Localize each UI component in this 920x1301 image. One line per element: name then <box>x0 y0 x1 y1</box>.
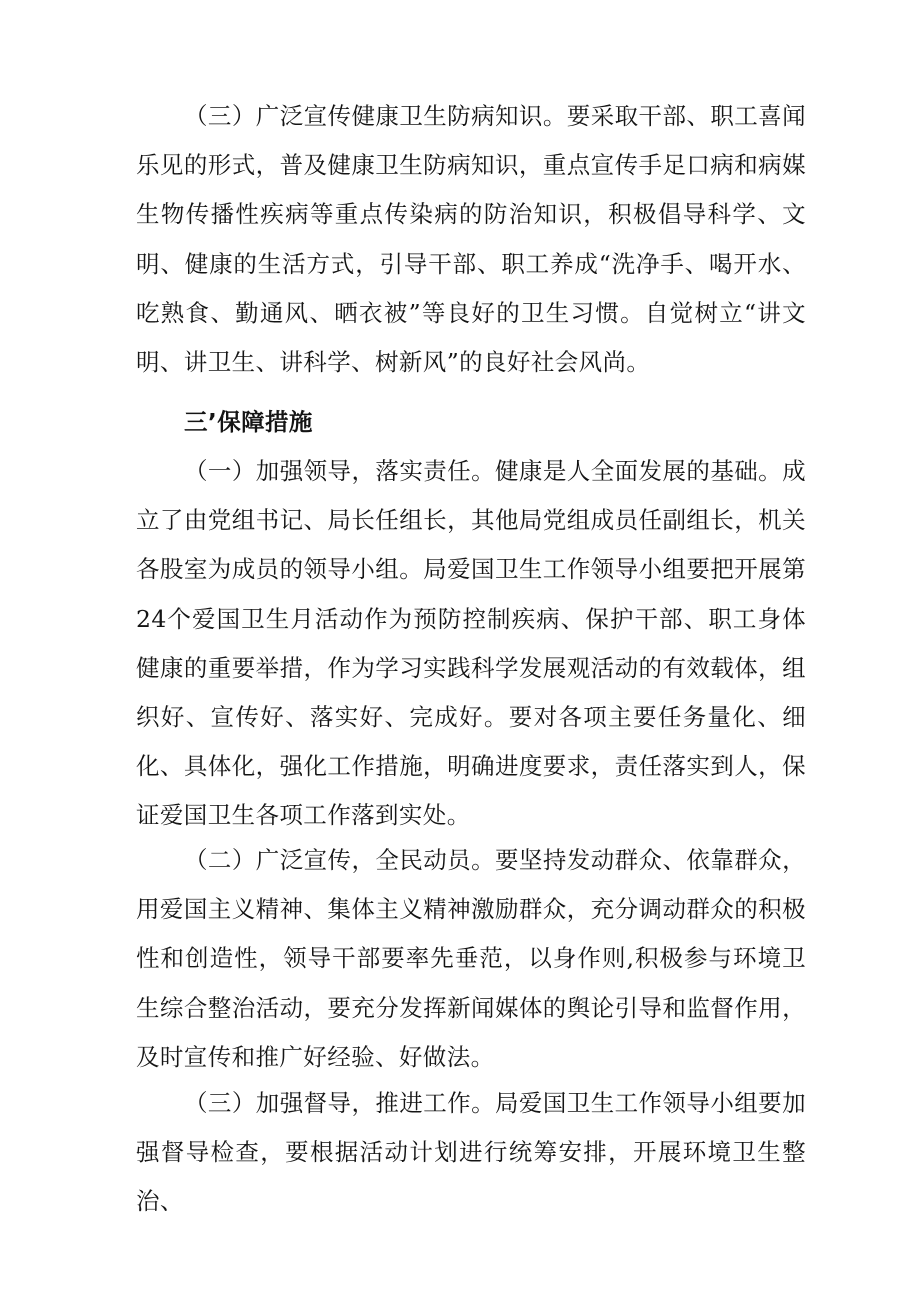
paragraph-supervision: （三）加强督导，推进工作。局爱国卫生工作领导小组要加强督导检查，要根据活动计划进行统筹安排，开展环境卫生整治、 <box>136 1089 806 1216</box>
paragraph-publicity: （二）广泛宣传，全民动员。要坚持发动群众、依靠群众，用爱国主义精神、集体主义精神激励群众，充分调动群众的积极性和创造性，领导干部要率先垂范，以身作则,积极参与环境卫生综合整治活动，要充分发挥新闻媒体的舆论引导和监督作用，及时宣传和推广好经验、好做法。 <box>136 846 806 1071</box>
paragraph-health-education: （三）广泛宣传健康卫生防病知识。要采取干部、职工喜闻乐见的形式，普及健康卫生防病知识，重点宣传手足口病和病媒生物传播性疾病等重点传染病的防治知识，积极倡导科学、文明、健康的生活方式，引导干部、职工养成“洗净手、喝开水、吃熟食、勤通风、晒衣被”等良好的卫生习惯。自觉树立“讲文明、讲卫生、讲科学、树新风”的良好社会风尚。 <box>136 102 806 377</box>
paragraph-leadership: （一）加强领导，落实责任。健康是人全面发展的基础。成立了由党组书记、局长任组长，其他局党组成员任副组长，机关各股室为成员的领导小组。局爱国卫生工作领导小组要把开展第24个爱国卫生月活动作为预防控制疾病、保护干部、职工身体健康的重要举措，作为学习实践科学发展观活动的有效载体，组织好、宣传好、落实好、完成好。要对各项主要任务量化、细化、具体化，强化工作措施，明确进度要求，责任落实到人，保证爱国卫生各项工作落到实处。 <box>136 457 806 830</box>
section-heading: 三’保障措施 <box>184 408 313 436</box>
